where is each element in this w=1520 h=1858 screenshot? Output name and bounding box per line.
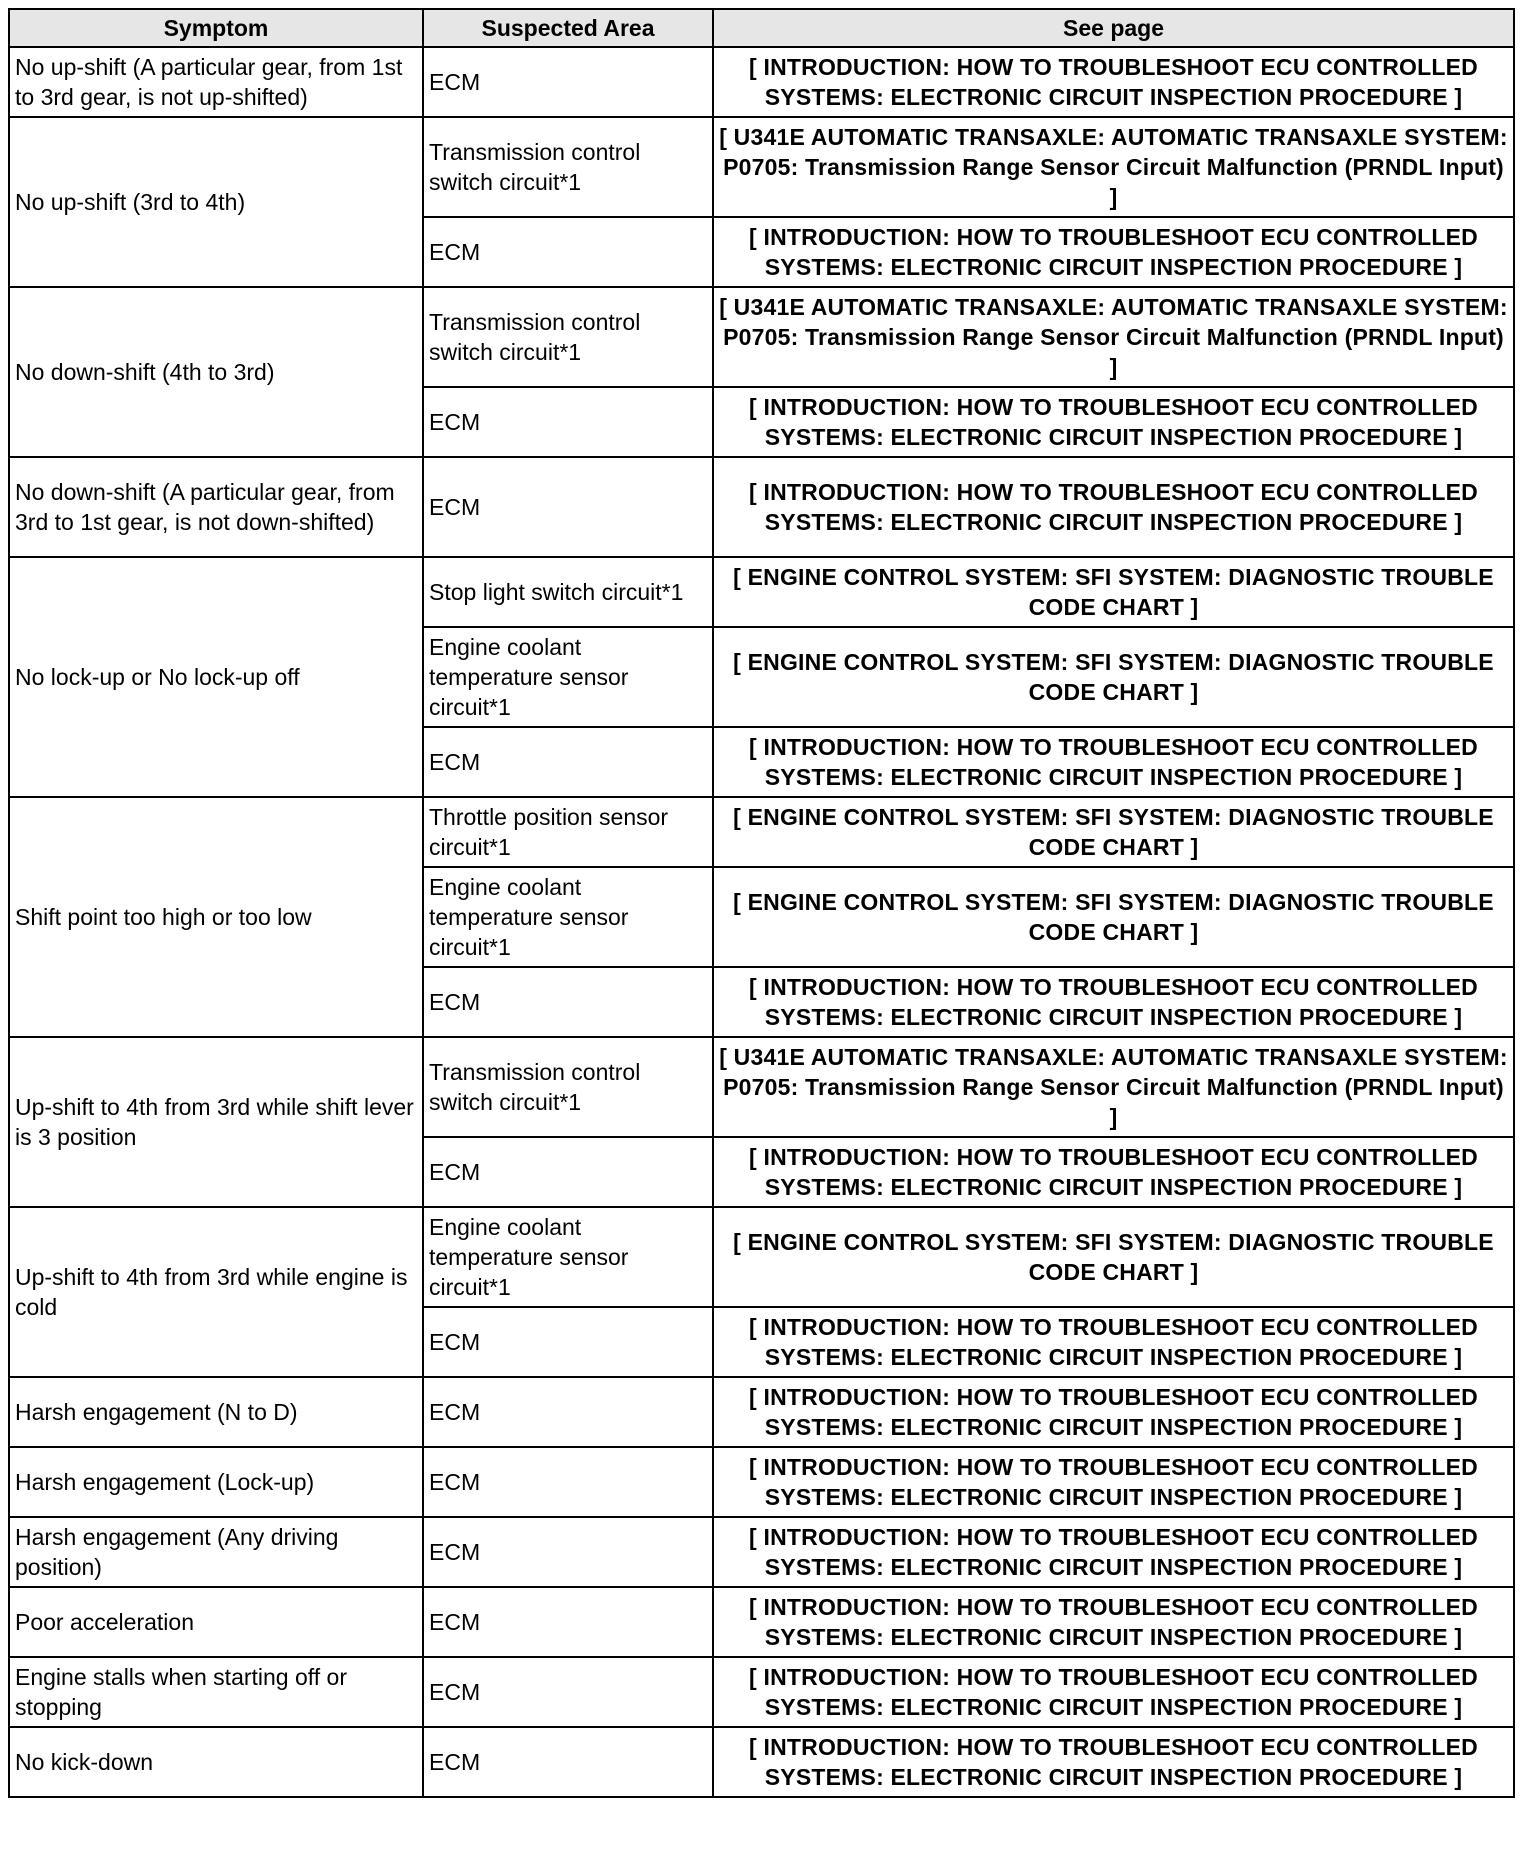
see-page-link[interactable]: [ INTRODUCTION: HOW TO TROUBLESHOOT ECU CONTROLLED SYSTEMS: ELECTRONIC CIRCUIT INSPECTION PROCEDURE ] xyxy=(713,387,1514,457)
see-page-link[interactable]: [ INTRODUCTION: HOW TO TROUBLESHOOT ECU CONTROLLED SYSTEMS: ELECTRONIC CIRCUIT INSPECTION PROCEDURE ] xyxy=(713,1447,1514,1517)
see-page-link[interactable]: [ INTRODUCTION: HOW TO TROUBLESHOOT ECU CONTROLLED SYSTEMS: ELECTRONIC CIRCUIT INSPECTION PROCEDURE ] xyxy=(713,1517,1514,1587)
suspected-area-cell: ECM xyxy=(423,1307,713,1377)
symptom-cell: Harsh engagement (Any driving position) xyxy=(9,1517,423,1587)
see-page-link[interactable]: [ ENGINE CONTROL SYSTEM: SFI SYSTEM: DIAGNOSTIC TROUBLE CODE CHART ] xyxy=(713,627,1514,727)
table-row xyxy=(9,457,1514,557)
symptom-cell: No up-shift (A particular gear, from 1st to 3rd gear, is not up-shifted) xyxy=(9,47,423,117)
see-page-link[interactable]: [ INTRODUCTION: HOW TO TROUBLESHOOT ECU CONTROLLED SYSTEMS: ELECTRONIC CIRCUIT INSPECTION PROCEDURE ] xyxy=(713,217,1514,287)
suspected-area-cell: ECM xyxy=(423,1727,713,1797)
see-page-link[interactable]: [ INTRODUCTION: HOW TO TROUBLESHOOT ECU CONTROLLED SYSTEMS: ELECTRONIC CIRCUIT INSPECTION PROCEDURE ] xyxy=(713,967,1514,1037)
see-page-link[interactable]: [ ENGINE CONTROL SYSTEM: SFI SYSTEM: DIAGNOSTIC TROUBLE CODE CHART ] xyxy=(713,867,1514,967)
table-row xyxy=(9,1727,1514,1797)
symptom-cell: No down-shift (4th to 3rd) xyxy=(9,287,423,457)
see-page-link[interactable]: [ ENGINE CONTROL SYSTEM: SFI SYSTEM: DIAGNOSTIC TROUBLE CODE CHART ] xyxy=(713,1207,1514,1307)
symptom-cell: Harsh engagement (N to D) xyxy=(9,1377,423,1447)
see-page-link[interactable]: [ INTRODUCTION: HOW TO TROUBLESHOOT ECU CONTROLLED SYSTEMS: ELECTRONIC CIRCUIT INSPECTION PROCEDURE ] xyxy=(713,1137,1514,1207)
symptom-cell: Up-shift to 4th from 3rd while shift lever is 3 position xyxy=(9,1037,423,1207)
suspected-area-cell: Transmission control switch circuit*1 xyxy=(423,117,713,217)
symptom-table xyxy=(8,8,1515,1798)
see-page-link[interactable]: [ INTRODUCTION: HOW TO TROUBLESHOOT ECU CONTROLLED SYSTEMS: ELECTRONIC CIRCUIT INSPECTION PROCEDURE ] xyxy=(713,1657,1514,1727)
see-page-link[interactable]: [ INTRODUCTION: HOW TO TROUBLESHOOT ECU CONTROLLED SYSTEMS: ELECTRONIC CIRCUIT INSPECTION PROCEDURE ] xyxy=(713,1727,1514,1797)
suspected-area-cell: ECM xyxy=(423,1447,713,1517)
table-row xyxy=(9,287,1514,387)
table-row xyxy=(9,1657,1514,1727)
symptom-cell: No up-shift (3rd to 4th) xyxy=(9,117,423,287)
table-row xyxy=(9,47,1514,117)
symptom-cell: Shift point too high or too low xyxy=(9,797,423,1037)
see-page-link[interactable]: [ INTRODUCTION: HOW TO TROUBLESHOOT ECU CONTROLLED SYSTEMS: ELECTRONIC CIRCUIT INSPECTION PROCEDURE ] xyxy=(713,47,1514,117)
suspected-area-cell: Engine coolant temperature sensor circuit*1 xyxy=(423,867,713,967)
suspected-area-cell: ECM xyxy=(423,1657,713,1727)
suspected-area-cell: ECM xyxy=(423,727,713,797)
see-page-link[interactable]: [ INTRODUCTION: HOW TO TROUBLESHOOT ECU CONTROLLED SYSTEMS: ELECTRONIC CIRCUIT INSPECTION PROCEDURE ] xyxy=(713,1307,1514,1377)
see-page-link[interactable]: [ U341E AUTOMATIC TRANSAXLE: AUTOMATIC TRANSAXLE SYSTEM: P0705: Transmission Range Sensor Circuit Malfunction (PRNDL Input) ] xyxy=(713,117,1514,217)
symptom-cell: Poor acceleration xyxy=(9,1587,423,1657)
table-row xyxy=(9,557,1514,627)
table-row xyxy=(9,1447,1514,1517)
suspected-area-cell: ECM xyxy=(423,47,713,117)
suspected-area-cell: ECM xyxy=(423,1587,713,1657)
see-page-link[interactable]: [ ENGINE CONTROL SYSTEM: SFI SYSTEM: DIAGNOSTIC TROUBLE CODE CHART ] xyxy=(713,557,1514,627)
header-symptom: Symptom xyxy=(9,9,423,47)
see-page-link[interactable]: [ ENGINE CONTROL SYSTEM: SFI SYSTEM: DIAGNOSTIC TROUBLE CODE CHART ] xyxy=(713,797,1514,867)
table-row xyxy=(9,797,1514,867)
symptom-cell: Up-shift to 4th from 3rd while engine is cold xyxy=(9,1207,423,1377)
symptom-cell: No down-shift (A particular gear, from 3rd to 1st gear, is not down-shifted) xyxy=(9,457,423,557)
suspected-area-cell: ECM xyxy=(423,387,713,457)
table-row xyxy=(9,1587,1514,1657)
see-page-link[interactable]: [ INTRODUCTION: HOW TO TROUBLESHOOT ECU CONTROLLED SYSTEMS: ELECTRONIC CIRCUIT INSPECTION PROCEDURE ] xyxy=(713,1377,1514,1447)
header-see-page: See page xyxy=(713,9,1514,47)
suspected-area-cell: ECM xyxy=(423,1137,713,1207)
suspected-area-cell: Transmission control switch circuit*1 xyxy=(423,287,713,387)
table-row xyxy=(9,1207,1514,1307)
suspected-area-cell: Transmission control switch circuit*1 xyxy=(423,1037,713,1137)
header-suspected-area: Suspected Area xyxy=(423,9,713,47)
suspected-area-cell: ECM xyxy=(423,1377,713,1447)
suspected-area-cell: Stop light switch circuit*1 xyxy=(423,557,713,627)
suspected-area-cell: ECM xyxy=(423,457,713,557)
symptom-cell: Harsh engagement (Lock-up) xyxy=(9,1447,423,1517)
suspected-area-cell: ECM xyxy=(423,217,713,287)
symptom-cell: No kick-down xyxy=(9,1727,423,1797)
see-page-link[interactable]: [ INTRODUCTION: HOW TO TROUBLESHOOT ECU CONTROLLED SYSTEMS: ELECTRONIC CIRCUIT INSPECTION PROCEDURE ] xyxy=(713,1587,1514,1657)
table-header-row xyxy=(9,9,1514,47)
suspected-area-cell: ECM xyxy=(423,967,713,1037)
symptom-cell: No lock-up or No lock-up off xyxy=(9,557,423,797)
suspected-area-cell: Engine coolant temperature sensor circuit*1 xyxy=(423,1207,713,1307)
table-row xyxy=(9,1377,1514,1447)
troubleshooting-table-page xyxy=(8,8,1513,1798)
table-row xyxy=(9,117,1514,217)
table-row xyxy=(9,1037,1514,1137)
suspected-area-cell: ECM xyxy=(423,1517,713,1587)
see-page-link[interactable]: [ INTRODUCTION: HOW TO TROUBLESHOOT ECU CONTROLLED SYSTEMS: ELECTRONIC CIRCUIT INSPECTION PROCEDURE ] xyxy=(713,727,1514,797)
table-row xyxy=(9,1517,1514,1587)
see-page-link[interactable]: [ INTRODUCTION: HOW TO TROUBLESHOOT ECU CONTROLLED SYSTEMS: ELECTRONIC CIRCUIT INSPECTION PROCEDURE ] xyxy=(713,457,1514,557)
see-page-link[interactable]: [ U341E AUTOMATIC TRANSAXLE: AUTOMATIC TRANSAXLE SYSTEM: P0705: Transmission Range Sensor Circuit Malfunction (PRNDL Input) ] xyxy=(713,1037,1514,1137)
see-page-link[interactable]: [ U341E AUTOMATIC TRANSAXLE: AUTOMATIC TRANSAXLE SYSTEM: P0705: Transmission Range Sensor Circuit Malfunction (PRNDL Input) ] xyxy=(713,287,1514,387)
suspected-area-cell: Throttle position sensor circuit*1 xyxy=(423,797,713,867)
suspected-area-cell: Engine coolant temperature sensor circuit*1 xyxy=(423,627,713,727)
symptom-cell: Engine stalls when starting off or stopping xyxy=(9,1657,423,1727)
